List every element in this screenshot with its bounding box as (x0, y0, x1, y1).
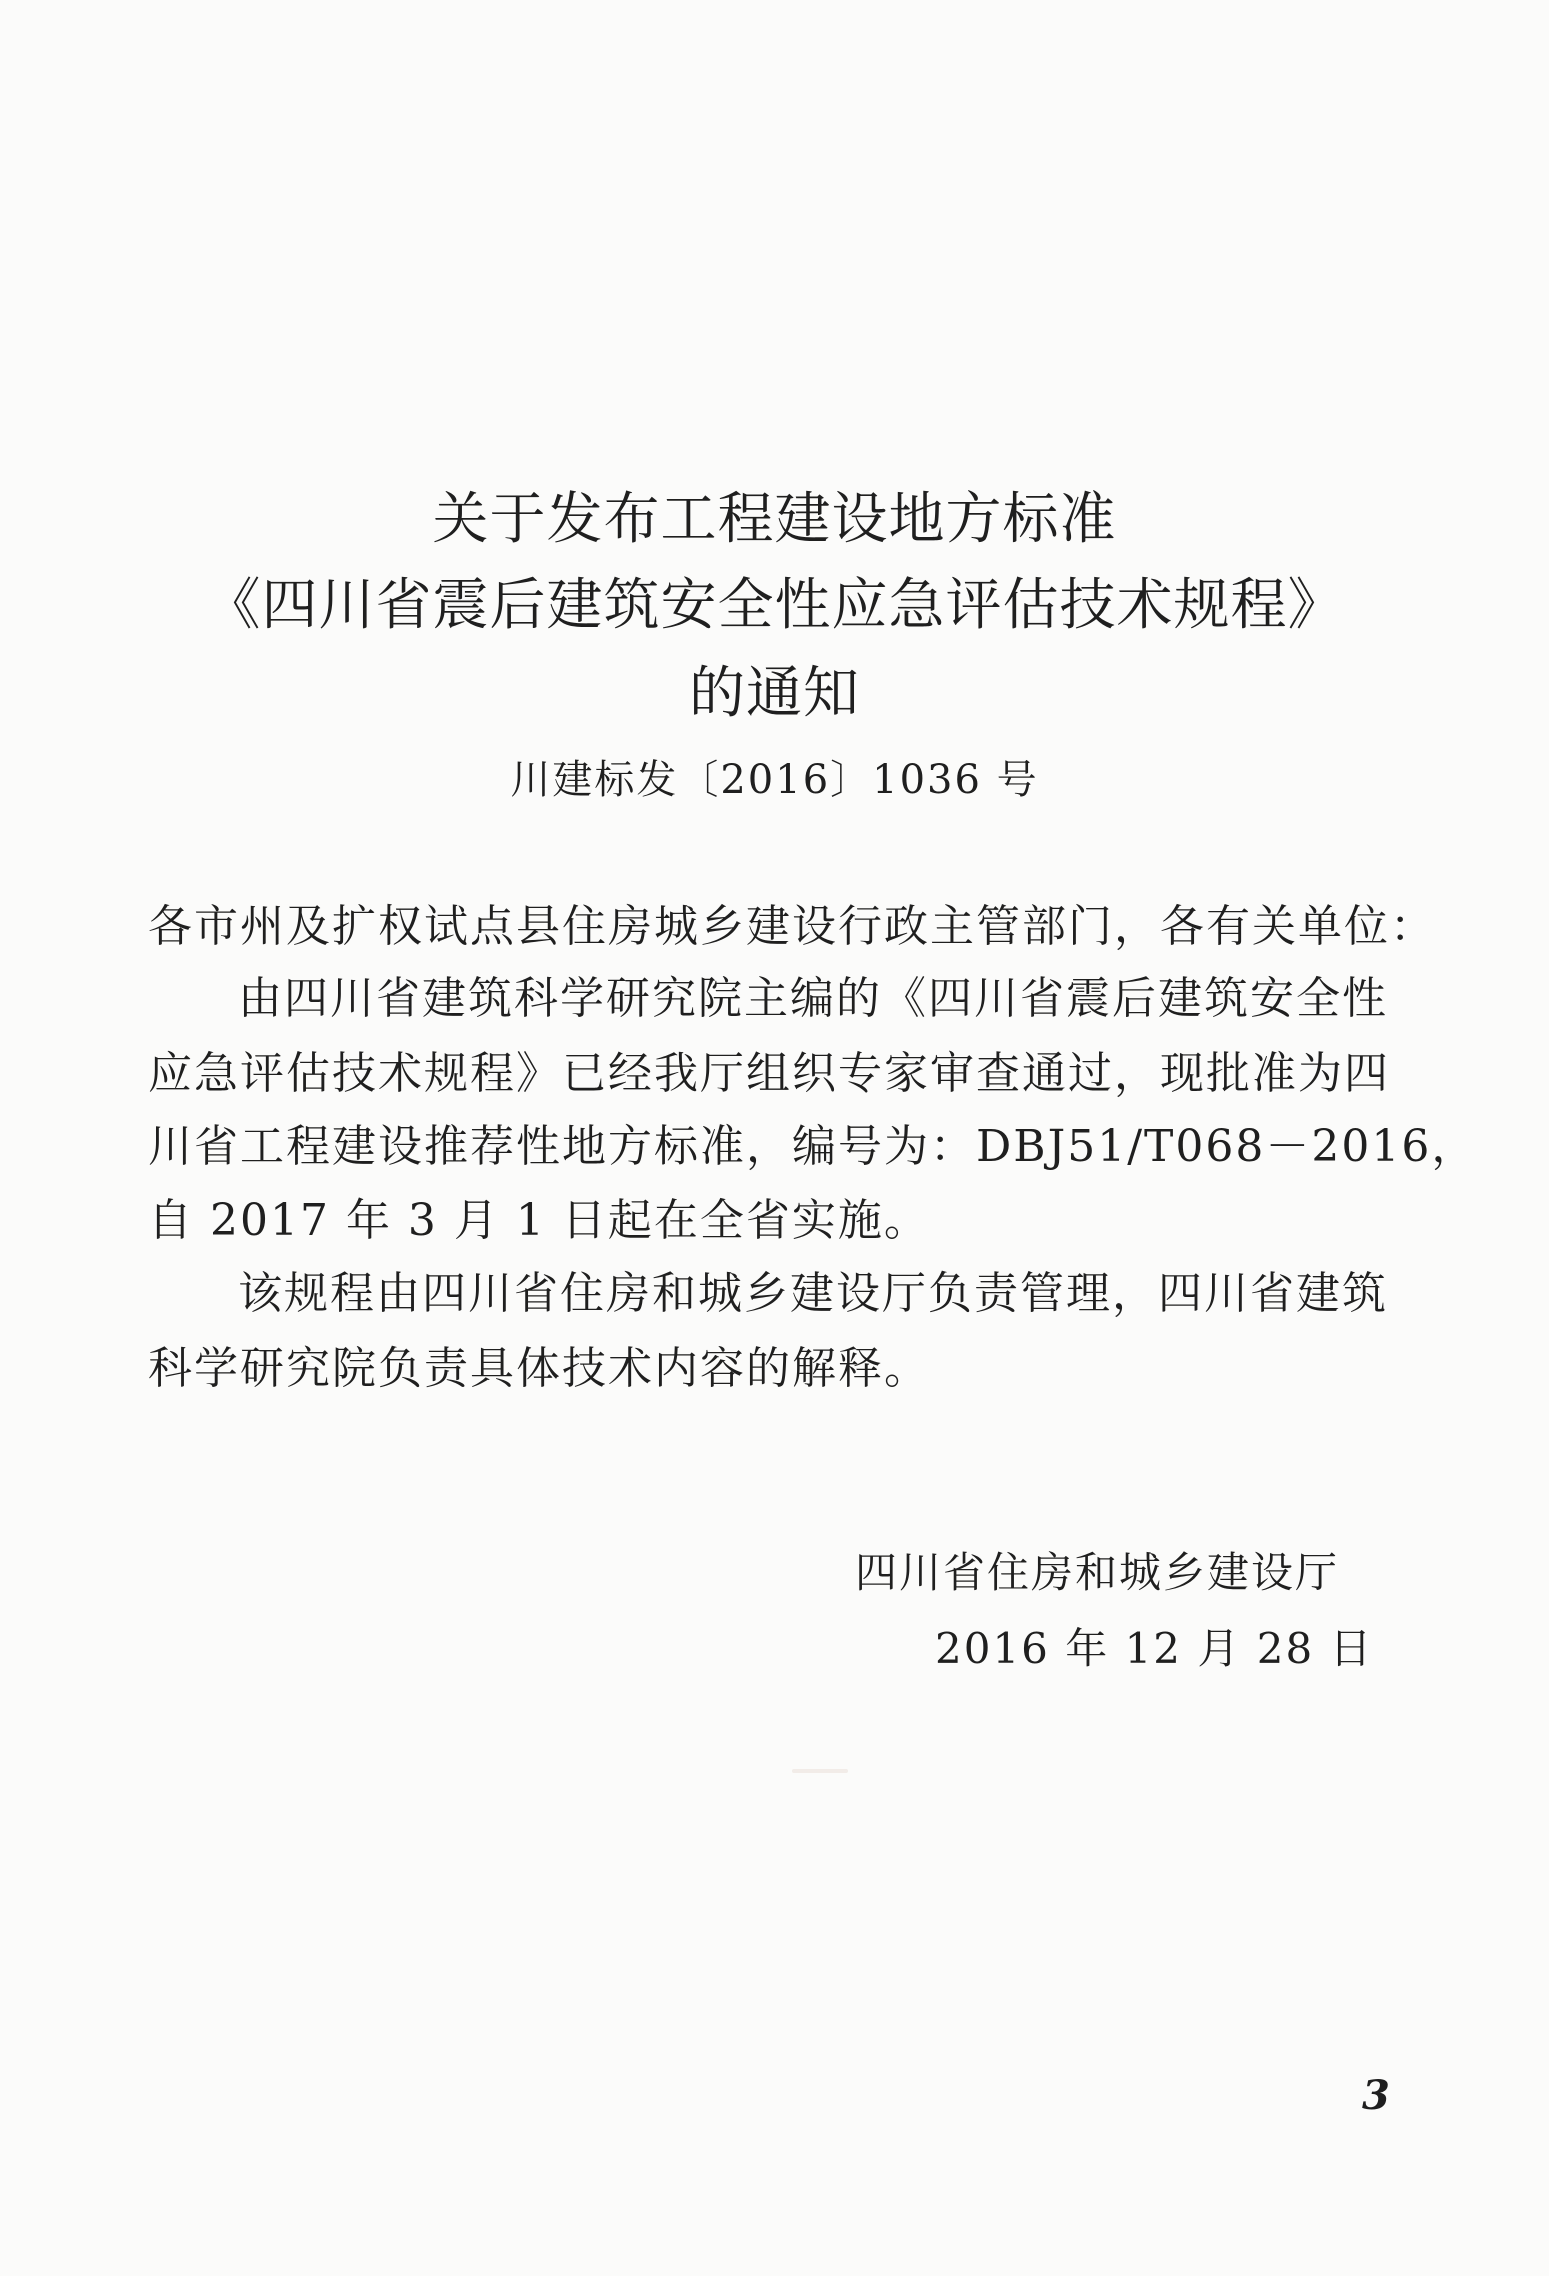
signature-organization: 四川省住房和城乡建设厅 (855, 1548, 1340, 1597)
paragraph-1-line-1: 由四川省建筑科学研究院主编的《四川省震后建筑安全性 (238, 973, 1388, 1024)
notice-title-line-1: 关于发布工程建设地方标准 (432, 487, 1117, 552)
signature-date: 2016 年 12 月 28 日 (935, 1624, 1374, 1673)
paragraph-1-line-2: 应急评估技术规程》已经我厅组织专家审查通过，现批准为四 (148, 1048, 1390, 1099)
document-number: 川建标发〔2016〕1036 号 (510, 757, 1039, 803)
addressee-line: 各市州及扩权试点县住房城乡建设行政主管部门，各有关单位： (148, 901, 1436, 952)
notice-title-line-2: 《四川省震后建筑安全性应急评估技术规程》 (204, 573, 1345, 638)
page-number: 3 (1362, 2072, 1390, 2119)
paragraph-2-line-2: 科学研究院负责具体技术内容的解释。 (148, 1343, 930, 1394)
paragraph-1-line-3: 川省工程建设推荐性地方标准，编号为：DBJ51/T068－2016， (148, 1121, 1478, 1172)
paragraph-2-line-1: 该规程由四川省住房和城乡建设厅负责管理，四川省建筑 (238, 1268, 1388, 1319)
notice-title-line-3: 的通知 (689, 661, 860, 726)
paragraph-1-line-4: 自 2017 年 3 月 1 日起在全省实施。 (148, 1195, 930, 1246)
scan-mark (792, 1769, 848, 1773)
